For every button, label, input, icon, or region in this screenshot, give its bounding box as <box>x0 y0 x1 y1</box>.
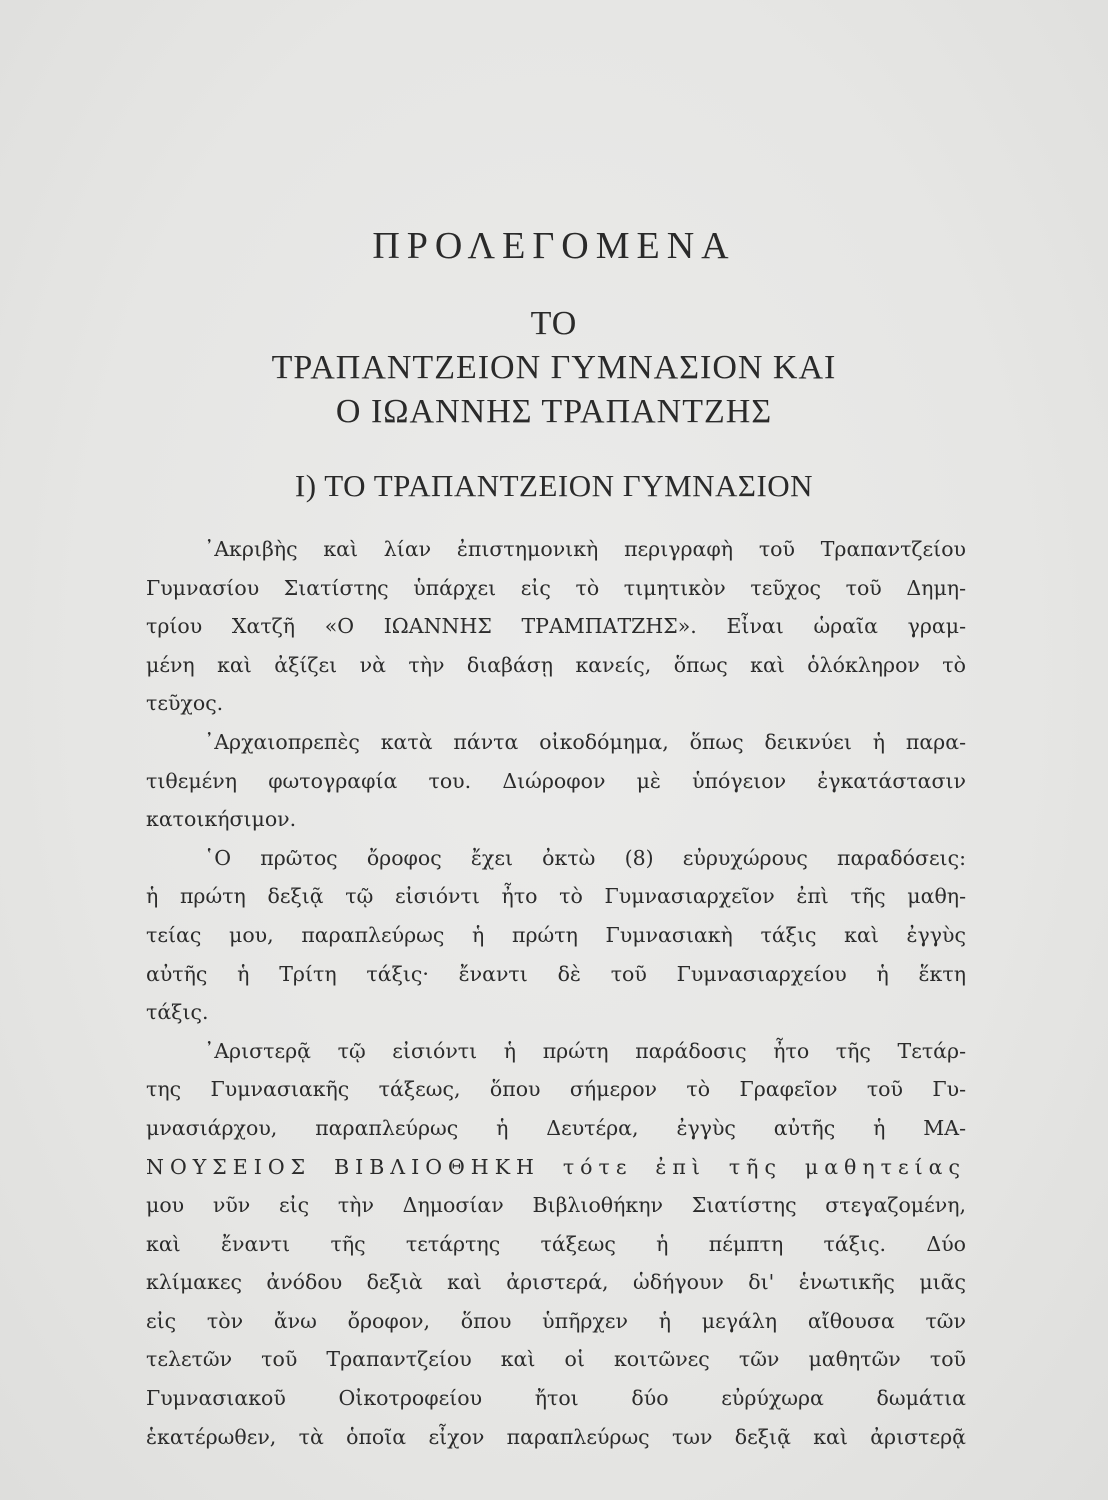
heading-line-3: Ο ΙΩΑΝΝΗΣ ΤΡΑΠΑΝΤΖΗΣ <box>335 393 773 430</box>
text-line: τελετῶν τοῦ Τραπαντζείου καὶ οἱ κοιτῶνες τῶν μαθητῶν τοῦ <box>146 1347 966 1372</box>
text-line: ᾿Αρχαιοπρεπὲς κατὰ πάντα οἰκοδόμημα, ὅπως δεικνύει ἡ παρα- <box>204 729 966 754</box>
text-line: κατοικήσιμον. <box>146 807 297 832</box>
text-line: Γυμνασιακοῦ Οἰκοτροφείου ἤτοι δύο εὐρύχωρα δωμάτια <box>146 1386 966 1411</box>
text-line: μνασιάρχου, παραπλεύρως ἡ Δευτέρα, ἐγγὺς αὐτῆς ἡ ΜΑ- <box>146 1115 966 1140</box>
text-line: καὶ ἔναντι τῆς τετάρτης τάξεως ἡ πέμπτη τάξις. Δύο <box>146 1231 966 1256</box>
text-line: κλίμακες ἀνόδου δεξιὰ καὶ ἀριστερά, ὡδήγουν δι' ἑνωτικῆς μιᾶς <box>146 1270 966 1295</box>
text-line: τεῦχος. <box>146 691 224 716</box>
main-title: ΠΡΟΛΕΓΟΜΕΝΑ <box>372 225 736 267</box>
text-line: μένη καὶ ἀξίζει νὰ τὴν διαβάσῃ κανείς, ὅπως καὶ ὁλόκληρον τὸ <box>146 652 966 677</box>
body-text <box>146 530 966 1456</box>
text-line: τιθεμένη φωτογραφία του. Διώροφον μὲ ὑπόγειον ἐγκατάστασιν <box>146 768 966 793</box>
text-line: μου νῦν εἰς τὴν Δημοσίαν Βιβλιοθήκην Σιατίστης στεγαζομένη, <box>146 1193 966 1218</box>
text-line: της Γυμνασιακῆς τάξεως, ὅπου σήμερον τὸ Γραφεῖον τοῦ Γυ- <box>146 1077 966 1102</box>
text-line: ῾Ο πρῶτος ὄροφος ἔχει ὀκτὼ (8) εὐρυχώρους παραδόσεις: <box>204 845 966 870</box>
text-line: τείας μου, παραπλεύρως ἡ πρώτη Γυμνασιακὴ τάξις καὶ ἐγγὺς <box>146 922 966 947</box>
section-title: Ι) ΤΟ ΤΡΑΠΑΝΤΖΕΙΟΝ ΓΥΜΝΑΣΙΟΝ <box>294 468 814 503</box>
heading-line-2: ΤΡΑΠΑΝΤΖΕΙΟΝ ΓΥΜΝΑΣΙΟΝ ΚΑΙ <box>271 349 837 386</box>
text-line: ᾿Αριστερᾷ τῷ εἰσιόντι ἡ πρώτη παράδοσις ἦτο τῆς Τετάρ- <box>204 1038 966 1063</box>
text-line: Γυμνασίου Σιατίστης ὑπάρχει εἰς τὸ τιμητικὸν τεῦχος τοῦ Δημη- <box>146 575 966 600</box>
text-line: τρίου Χατζῆ «Ο ΙΩΑΝΝΗΣ ΤΡΑΜΠΑΤΖΗΣ». Εἶναι ὡραῖα γραμ- <box>146 614 966 639</box>
text-line: αὐτῆς ἡ Τρίτη τάξις· ἔναντι δὲ τοῦ Γυμνασιαρχείου ἡ ἕκτη <box>146 961 966 986</box>
text-line: ἑκατέρωθεν, τὰ ὁποῖα εἶχον παραπλεύρως των δεξιᾷ καὶ ἀριστερᾷ <box>146 1424 966 1449</box>
text-line: τάξις. <box>146 1000 209 1025</box>
text-line: ΝΟΥΣΕΙΟΣ ΒΙΒΛΙΟΘΗΚΗ τότε ἐπὶ τῆς μαθητείας <box>146 1154 966 1179</box>
heading-line-1: ΤΟ <box>530 305 578 342</box>
text-line: εἰς τὸν ἄνω ὄροφον, ὅπου ὑπῆρχεν ἡ μεγάλη αἴθουσα τῶν <box>146 1308 966 1333</box>
text-line: ἡ πρώτη δεξιᾷ τῷ εἰσιόντι ἦτο τὸ Γυμνασιαρχεῖον ἐπὶ τῆς μαθη- <box>146 884 966 909</box>
text-line: ᾿Ακριβὴς καὶ λίαν ἐπιστημονικὴ περιγραφὴ τοῦ Τραπαντζείου <box>204 537 966 561</box>
